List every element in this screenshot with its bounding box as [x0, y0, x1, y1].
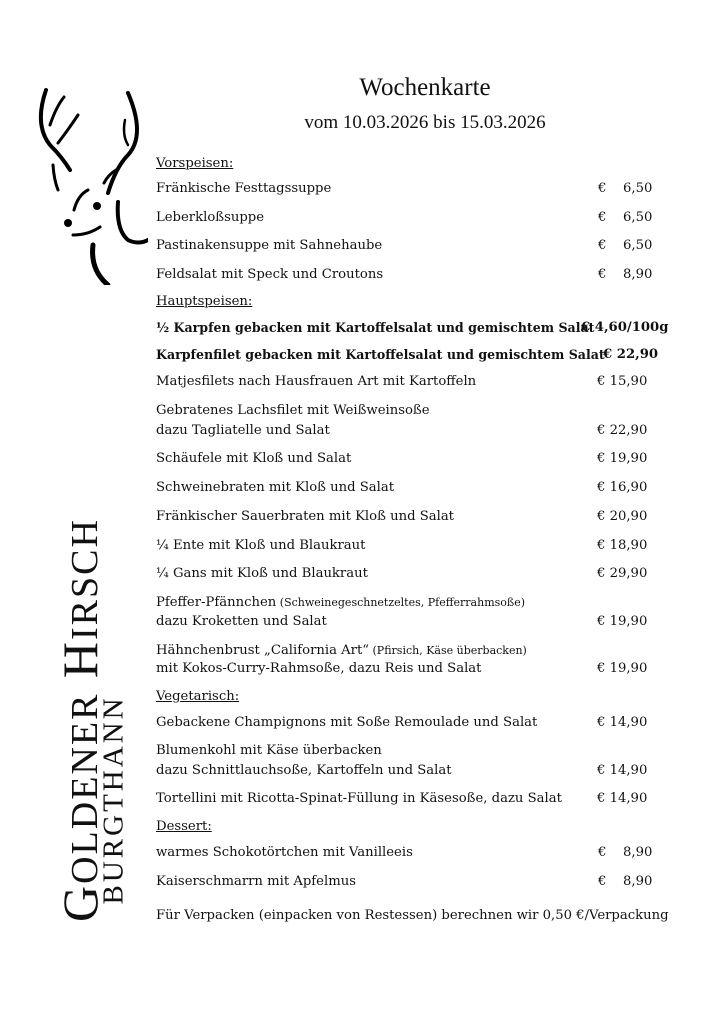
menu-item-text: Tortellini mit Ricotta-Spinat-Füllung in Käsesoße, dazu Salat [156, 791, 562, 806]
menu-item-text: Karpfenfilet gebacken mit Kartoffelsalat und gemischtem Salat [156, 347, 605, 362]
menu-item-price [598, 209, 652, 227]
price-value: 8,90 [623, 874, 653, 889]
brand-name: GOLDENER HIRSCH [52, 518, 108, 922]
menu-item-text: Blumenkohl mit Käse überbacken [156, 743, 382, 758]
menu-item-price: € 19,90 [597, 614, 648, 629]
price-value: 8,90 [623, 267, 653, 282]
menu-item-text: dazu Schnittlauchsoße, Kartoffeln und Salat [156, 763, 452, 778]
menu-item-price: € 15,90 [597, 374, 648, 389]
menu-item-text: Feldsalat mit Speck und Croutons [156, 267, 384, 282]
menu-item-price [598, 237, 652, 255]
menu-item-price [598, 873, 652, 891]
menu-item-price: € 20,90 [597, 509, 648, 524]
menu-item-text: Pfeffer-Pfännchen (Schweinegeschnetzeltes, Pfefferrahmsoße) [156, 595, 526, 610]
price-value: 6,50 [623, 210, 653, 225]
menu-item-text: Hähnchenbrust „California Art“ (Pfirsich, Käse überbacken) [156, 643, 527, 658]
menu-item-text: Schweinebraten mit Kloß und Salat [156, 480, 395, 495]
menu-item-price: € 18,90 [597, 538, 648, 553]
menu-item-text: Matjesfilets nach Hausfrauen Art mit Kartoffeln [156, 374, 477, 389]
menu-item-note: (Schweinegeschnetzeltes, Pfefferrahmsoße) [276, 596, 526, 609]
menu-item-price: € 22,90 [603, 347, 659, 362]
menu-item-text: dazu Tagliatelle und Salat [156, 423, 330, 438]
menu-item-text: ¼ Gans mit Kloß und Blaukraut [156, 566, 368, 581]
section-heading: Vorspeisen: [156, 156, 234, 171]
price-value: 6,50 [623, 238, 653, 253]
menu-item-text: Gebackene Champignons mit Soße Remoulade und Salat [156, 715, 538, 730]
deer-logo-icon [28, 85, 148, 285]
currency-symbol: € [598, 845, 607, 860]
menu-item-price: € 19,90 [597, 661, 648, 676]
packaging-note: Für Verpacken (einpacken von Restessen) berechnen wir 0,50 €/Verpackung [156, 908, 669, 923]
menu-item-price: € 16,90 [597, 480, 648, 495]
menu-item-text: dazu Kroketten und Salat [156, 614, 327, 629]
menu-item-text: Schäufele mit Kloß und Salat [156, 451, 352, 466]
price-value: 6,50 [623, 181, 653, 196]
menu-item-text: ½ Karpfen gebacken mit Kartoffelsalat und gemischtem Salat [156, 320, 595, 335]
menu-item-note: (Pfirsich, Käse überbacken) [369, 644, 527, 657]
menu-item-text: Fränkische Festtagssuppe [156, 181, 332, 196]
menu-item-text: Leberkloßsuppe [156, 210, 265, 225]
menu-item-price [598, 266, 652, 284]
currency-symbol: € [598, 210, 607, 225]
menu-item-price: € 19,90 [597, 451, 648, 466]
date-range: vom 10.03.2026 bis 15.03.2026 [304, 112, 546, 133]
menu-item-text: ¼ Ente mit Kloß und Blaukraut [156, 538, 366, 553]
currency-symbol: € [598, 181, 607, 196]
currency-symbol: € [598, 874, 607, 889]
menu-item-price [598, 180, 652, 198]
currency-symbol: € [598, 267, 607, 282]
menu-item-price: € 14,90 [597, 715, 648, 730]
currency-symbol: € [598, 238, 607, 253]
section-heading: Dessert: [156, 819, 212, 834]
menu-item-price: € 14,90 [597, 763, 648, 778]
brand-place: BURGTHANN [97, 695, 130, 905]
menu-item-text: Kaiserschmarrn mit Apfelmus [156, 874, 356, 889]
section-heading: Vegetarisch: [156, 689, 240, 704]
menu-item-price: € 29,90 [597, 566, 648, 581]
menu-item-text: warmes Schokotörtchen mit Vanilleeis [156, 845, 413, 860]
menu-item-text: mit Kokos-Curry-Rahmsoße, dazu Reis und Salat [156, 661, 482, 676]
menu-item-price: € 22,90 [597, 423, 648, 438]
section-heading: Hauptspeisen: [156, 294, 253, 309]
menu-item-text: Fränkischer Sauerbraten mit Kloß und Salat [156, 509, 454, 524]
menu-item-text: Pastinakensuppe mit Sahnehaube [156, 238, 383, 253]
menu-item-price [598, 844, 652, 862]
price-value: 8,90 [623, 845, 653, 860]
menu-item-text: Gebratenes Lachsfilet mit Weißweinsoße [156, 403, 430, 418]
menu-item-price: € 14,90 [597, 791, 648, 806]
page-title: Wochenkarte [359, 74, 491, 101]
menu-item-price: € 4,60/100g [581, 320, 669, 335]
